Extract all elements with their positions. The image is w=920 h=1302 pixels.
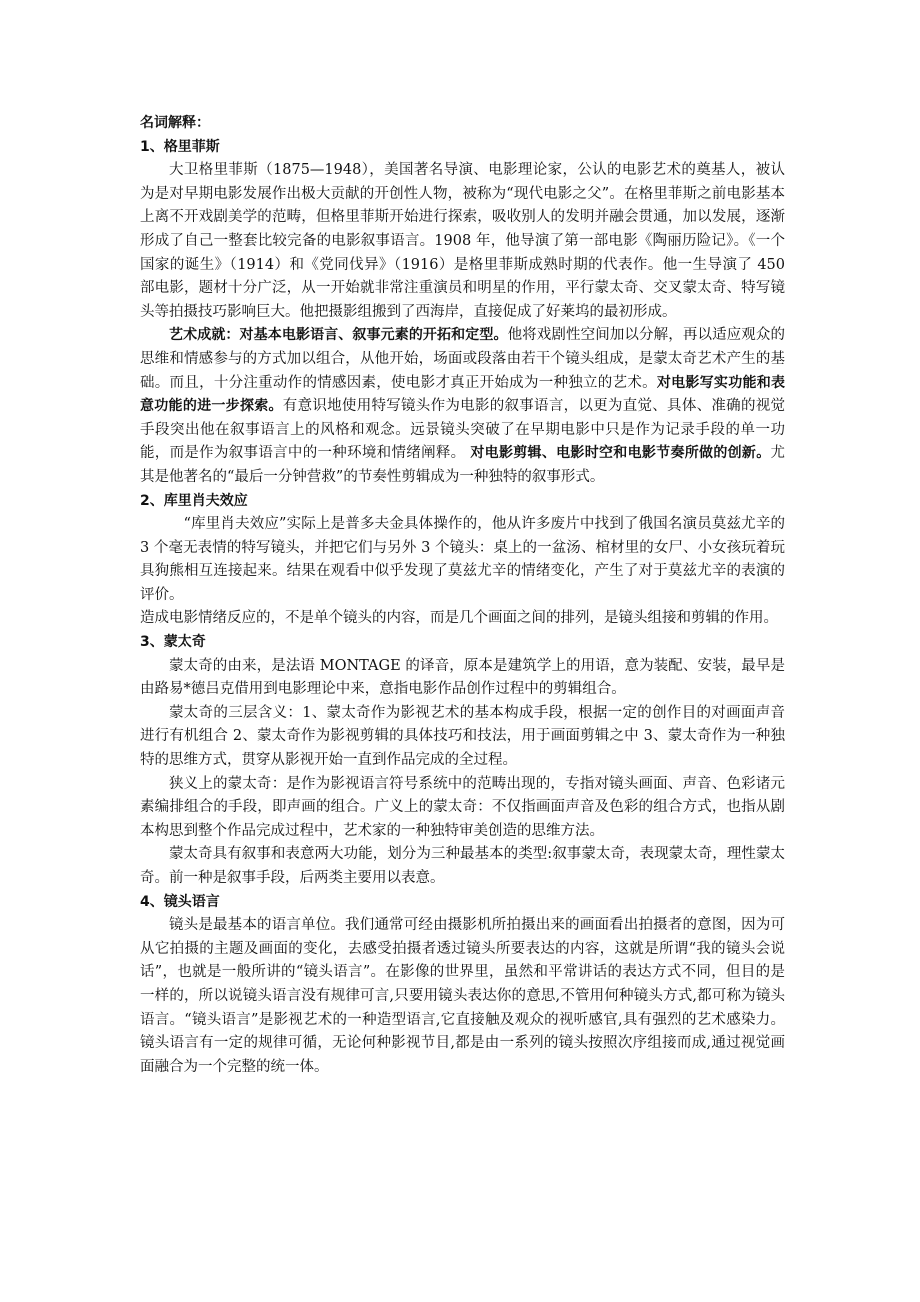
section-heading-griffith: 1、格里菲斯 xyxy=(140,138,220,155)
paragraph: “库里肖夫效应”实际上是普多夫金具体操作的，他从许多废片中找到了俄国名演员莫兹尤辛的 3 个毫无表情的特写镜头，并把它们与另外 3 个镜头：桌上的一盆汤、棺材里的女尸、小女孩玩着玩具狗熊相互连接起来。结果在观看中似乎发现了莫兹尤辛的情绪变化，产生了对于莫兹尤辛的表演的评价。 xyxy=(140,516,785,603)
paragraph: 蒙太奇具有叙事和表意两大功能，划分为三种最基本的类型:叙事蒙太奇，表现蒙太奇，理性蒙太奇。前一种是叙事手段，后两类主要用以表意。 xyxy=(140,846,785,886)
paragraph: 狭义上的蒙太奇：是作为影视语言符号系统中的范畴出现的，专指对镜头画面、声音、色彩诸元素编排组合的手段，即声画的组合。广义上的蒙太奇：不仅指画面声音及色彩的组合方式，也指从剧本构思到整个作品完成过程中，艺术家的一种独特审美创造的思维方法。 xyxy=(140,775,785,839)
paragraph: 镜头是最基本的语言单位。我们通常可经由摄影机所拍摄出来的画面看出拍摄者的意图，因为可从它拍摄的主题及画面的变化，去感受拍摄者透过镜头所要表达的内容，这就是所谓“我的镜头会说话”，也就是一般所讲的“镜头语言”。在影像的世界里，虽然和平常讲话的表达方式不同，但目的是一样的，所以说镜头语言没有规律可言,只要用镜头表达你的意思,不管用何种镜头方式,都可称为镜头语言。“镜头语言”是影视艺术的一种造型语言,它直接触及观众的视听感官,具有强烈的艺术感染力。镜头语言有一定的规律可循，无论何种影视节目,都是由一系列的镜头按照次序组接而成,通过视觉画面融合为一个完整的统一体。 xyxy=(140,917,785,1075)
section-heading-shot-language: 4、镜头语言 xyxy=(140,893,220,910)
document-title: 名词解释： xyxy=(140,115,210,131)
text-run: 他将戏剧性空间加以分解，再以适应观众的思维和情感参与的方式加以组合，从他开始，场面或段落由若干个镜头组成，是蒙太奇艺术产生的基础。而且，十分注重动作的情感因素，使电影才真正开始成为一种独立的艺术。 xyxy=(140,327,786,391)
bold-phrase: 艺术成就：对基本电影语言、叙事元素的开拓和定型。 xyxy=(169,327,508,344)
section-heading-kuleshov: 2、库里肖夫效应 xyxy=(140,492,248,509)
paragraph: 蒙太奇的由来，是法语 MONTAGE 的译音，原本是建筑学上的用语，意为装配、安装，最早是由路易*德吕克借用到电影理论中来，意指电影作品创作过程中的剪辑组合。 xyxy=(140,657,785,698)
section-heading-montage: 3、蒙太奇 xyxy=(140,634,206,651)
document-page xyxy=(140,112,785,1079)
bold-phrase: 对电影剪辑、电影时空和电影节奏所做的创新。 xyxy=(470,445,771,462)
paragraph: 大卫格里菲斯（1875—1948），美国著名导演、电影理论家，公认的电影艺术的奠基人，被认为是对早期电影发展作出极大贡献的开创性人物，被称为“现代电影之父”。在格里菲斯之前电影基本上离不开戏剧美学的范畴，但格里菲斯开始进行探索，吸收别人的发明并融会贯通，加以发展，逐渐形成了自己一整套比较完备的电影叙事语言。1908 年，他导演了第一部电影《陶丽历险记》。《一个国家的诞生》（1914）和《党同伐异》（1916）是格里菲斯成熟时期的代表作。他一生导演了 450 部电影，题材十分广泛，从一开始就非常注重演员和明星的作用，平行蒙太奇、交叉蒙太奇、特写镜头等拍摄技巧影响巨大。他把摄影组搬到了西海岸，直接促成了好莱坞的最初形成。 xyxy=(140,162,785,320)
bold-phrase: 对电影写实功能和表意功能的进一步探索。 xyxy=(140,374,785,415)
text-run: 尤其是他著名的“最后一分钟营救”的节奏性剪辑成为一种独特的叙事形式。 xyxy=(140,445,786,485)
paragraph-achievements xyxy=(140,324,785,489)
paragraph: 造成电影情绪反应的，不是单个镜头的内容，而是几个画面之间的排列，是镜头组接和剪辑的作用。 xyxy=(140,610,778,627)
text-run: 有意识地使用特写镜头作为电影的叙事语言，以更为直觉、具体、准确的视觉手段突出他在叙事语言上的风格和观念。远景镜头突破了在早期电影中只是作为记录手段的单一功能，而是作为叙事语言中的一种环境和情绪阐释。 xyxy=(140,398,786,462)
paragraph: 蒙太奇的三层含义：1、蒙太奇作为影视艺术的基本构成手段，根据一定的创作目的对画面声音进行有机组合 2、蒙太奇作为影视剪辑的具体技巧和技法，用于画面剪辑之中 3、蒙太奇作为一种独特的思维方式，贯穿从影视开始一直到作品完成的全过程。 xyxy=(140,704,785,769)
